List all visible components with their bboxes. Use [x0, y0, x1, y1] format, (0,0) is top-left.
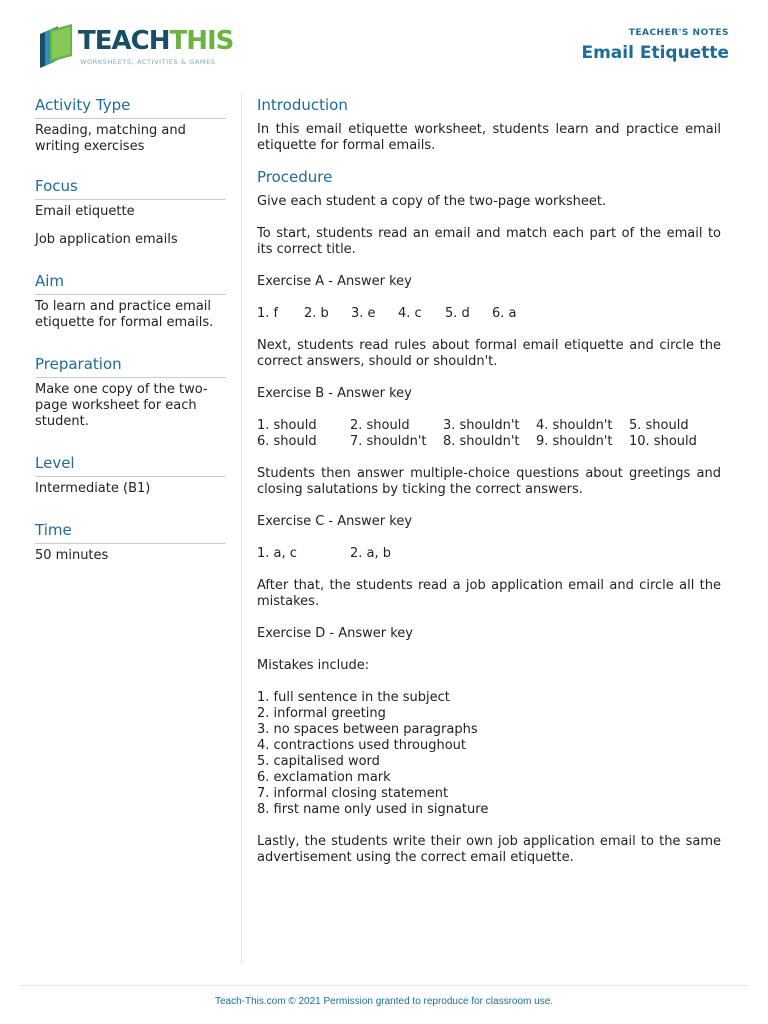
- list-item: 3. no spaces between paragraphs: [257, 722, 478, 737]
- section-heading: Preparation: [35, 353, 226, 378]
- answer-row: [257, 434, 721, 450]
- page-title: Email Etiquette: [581, 43, 729, 63]
- section-heading: Activity Type: [35, 94, 226, 119]
- exercise-b-label: Exercise B - Answer key: [257, 386, 412, 401]
- introduction-heading: Introduction: [257, 96, 348, 114]
- introduction-text: In this email etiquette worksheet, students learn and practice email etiquette for formal emails.: [257, 122, 721, 153]
- activity-type-section: [35, 94, 226, 155]
- procedure-paragraph: Students then answer multiple-choice questions about greetings and closing salutations by ticking the correct answers.: [257, 466, 721, 497]
- answer: 1. f: [257, 306, 279, 321]
- answer: 3. shouldn't: [443, 418, 520, 433]
- answer: 3. e: [351, 306, 376, 321]
- answer: 6. a: [492, 306, 517, 321]
- section-text: Reading, matching and writing exercises: [35, 123, 186, 154]
- answer: 2. a, b: [350, 546, 392, 561]
- section-text: 50 minutes: [35, 548, 109, 563]
- answer: 10. should: [629, 434, 697, 449]
- book-icon: [36, 24, 76, 68]
- list-item: 8. first name only used in signature: [257, 802, 489, 817]
- list-item: 7. informal closing statement: [257, 786, 449, 801]
- answer: 7. shouldn't: [350, 434, 427, 449]
- answer: 6. should: [257, 434, 317, 449]
- mistakes-list: [257, 690, 721, 818]
- procedure-paragraph: Give each student a copy of the two-page worksheet.: [257, 194, 607, 209]
- answer-row: [257, 418, 721, 434]
- answer: 1. should: [257, 418, 317, 433]
- answer: 5. should: [629, 418, 689, 433]
- list-item: 5. capitalised word: [257, 754, 380, 769]
- answer: 1. a, c: [257, 546, 297, 561]
- preparation-section: [35, 353, 226, 430]
- exercise-c-answers: [257, 546, 721, 562]
- section-heading: Time: [35, 519, 226, 544]
- answer: 5. d: [445, 306, 470, 321]
- procedure-paragraph: After that, the students read a job application email and circle all the mistakes.: [257, 578, 721, 609]
- section-text: Make one copy of the two-page worksheet for each student.: [35, 382, 208, 429]
- procedure-paragraph: Lastly, the students write their own job application email to the same advertisement using the correct email etiquette.: [257, 834, 721, 865]
- copyright-footer: Teach-This.com © 2021 Permission granted to reproduce for classroom use.: [214, 996, 554, 1007]
- exercise-d-label: Exercise D - Answer key: [257, 626, 413, 641]
- time-section: [35, 519, 226, 564]
- aim-section: [35, 270, 226, 331]
- section-heading: Focus: [35, 175, 226, 200]
- mistakes-label: Mistakes include:: [257, 658, 370, 673]
- page-header: [0, 0, 768, 90]
- section-text: To learn and practice email etiquette for formal emails.: [35, 299, 214, 330]
- list-item: 6. exclamation mark: [257, 770, 391, 785]
- list-item: 4. contractions used throughout: [257, 738, 467, 753]
- answer: 4. shouldn't: [536, 418, 613, 433]
- section-heading: Level: [35, 452, 226, 477]
- section-heading: Aim: [35, 270, 226, 295]
- exercise-a-label: Exercise A - Answer key: [257, 274, 412, 289]
- list-item: 1. full sentence in the subject: [257, 690, 450, 705]
- footer-divider: [20, 985, 748, 986]
- answer: 9. shouldn't: [536, 434, 613, 449]
- main-content: [257, 94, 721, 882]
- answer: 2. should: [350, 418, 410, 433]
- procedure-paragraph: Next, students read rules about formal email etiquette and circle the correct answers, should or shouldn't.: [257, 338, 721, 369]
- section-text: Email etiquette: [35, 204, 135, 219]
- answer: 4. c: [398, 306, 422, 321]
- logo-wordmark: TEACHTHIS: [78, 26, 234, 56]
- teach-this-logo: [36, 24, 236, 74]
- exercise-c-label: Exercise C - Answer key: [257, 514, 413, 529]
- procedure-paragraph: To start, students read an email and match each part of the email to its correct title.: [257, 226, 721, 257]
- teachers-notes-label: TEACHER'S NOTES: [628, 28, 729, 38]
- level-section: [35, 452, 226, 497]
- list-item: 2. informal greeting: [257, 706, 386, 721]
- exercise-b-answers: [257, 418, 721, 450]
- focus-section: [35, 175, 226, 248]
- column-divider: [241, 94, 242, 964]
- sidebar: [35, 94, 226, 578]
- logo-tagline: WORKSHEETS, ACTIVITIES & GAMES: [80, 58, 216, 66]
- section-text: Job application emails: [35, 232, 178, 247]
- section-text: Intermediate (B1): [35, 481, 151, 496]
- exercise-a-answers: [257, 306, 721, 322]
- answer: 8. shouldn't: [443, 434, 520, 449]
- procedure-heading: Procedure: [257, 168, 333, 186]
- answer: 2. b: [304, 306, 329, 321]
